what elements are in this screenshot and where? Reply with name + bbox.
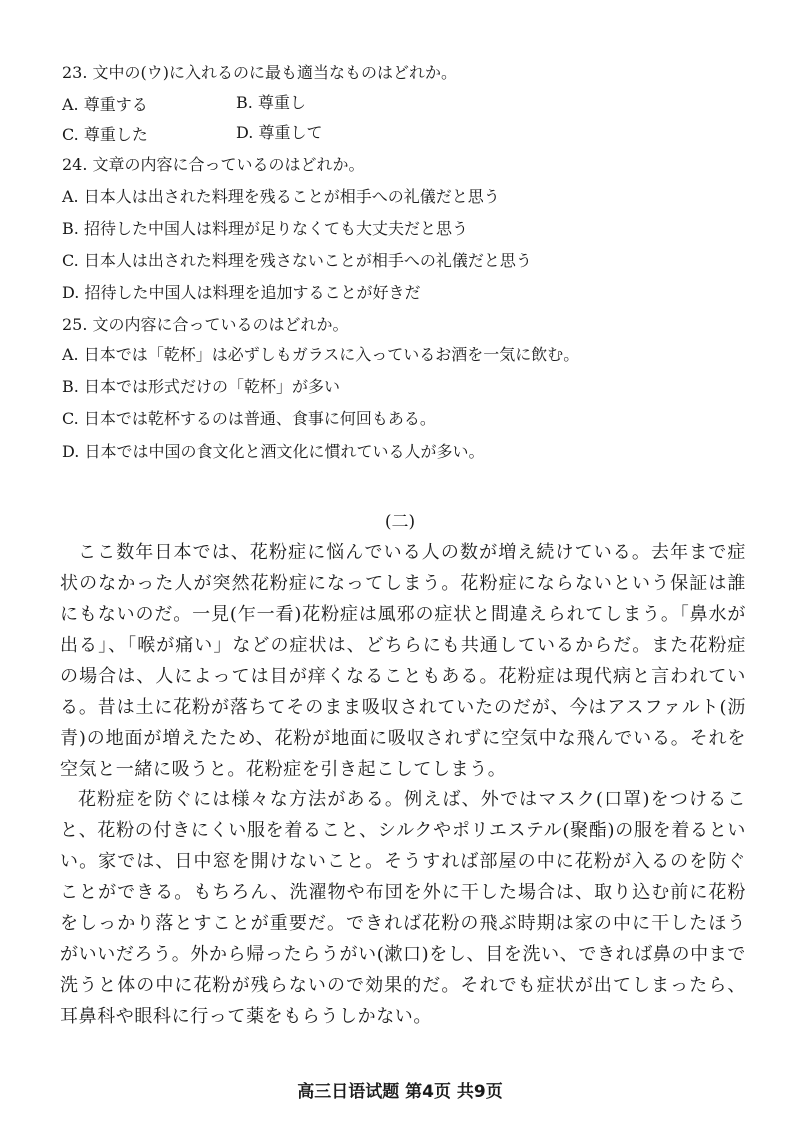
option-label: D. — [62, 442, 80, 461]
question-25-option-c — [62, 409, 436, 429]
option-label: A. — [62, 345, 79, 364]
option-text: 尊重して — [258, 123, 323, 142]
section-title: (二) — [384, 512, 416, 532]
question-23-stem: 23. 文中の(ウ)に入れるのに最も適当なものはどれか。 — [62, 63, 458, 82]
option-label: B. — [62, 219, 79, 238]
option-label: C. — [62, 251, 79, 270]
option-text: 日本では「乾杯」は必ずしもガラスに入っているお酒を一気に飲む。 — [83, 345, 580, 364]
option-text: 日本では乾杯するのは普通、食事に何回もある。 — [83, 409, 436, 428]
question-23-option-b — [236, 93, 306, 113]
question-25-option-b — [62, 377, 340, 397]
passage-paragraph-1: ここ数年日本では、花粉症に悩んでいる人の数が増え続けている。去年まで症状のなかった人が突然花粉症になってしまう。花粉症にならないという保証は誰にもないのだ。一見(乍一看)花粉症は風邪の症状と間違えられてしまう。「鼻水が出る」、「喉が痛い」などの症状は、どちらにも共通しているからだ。また花粉症の場合は、人によっては目が痒くなることもある。花粉症は現代病と言われている。昔は土に花粉が落ちてそのまま吸収されていたのだが、今はアスファルト(沥青)の地面が増えたため、花粉が地面に吸収されずに空気中な飛んでいる。それを空気と一緒に吸うと。花粉症を引き起こしてしまう。 — [60, 542, 746, 780]
option-text: 招待した中国人は料理を追加することが好きだ — [84, 283, 421, 302]
option-label: D. — [62, 283, 80, 302]
page-footer: 高三日语试题 第4页 共9页 — [297, 1082, 503, 1102]
option-text: 日本では形式だけの「乾杯」が多い — [83, 377, 340, 396]
option-label: A. — [62, 187, 79, 206]
option-label: D. — [236, 123, 254, 142]
question-25-option-d — [62, 442, 484, 462]
option-text: 尊重した — [83, 125, 148, 144]
option-text: 招待した中国人は料理が足りなくても大丈夫だと思う — [83, 219, 468, 238]
question-25-stem: 25. 文の内容に合っているのはどれか。 — [62, 315, 349, 334]
option-text: 日本では中国の食文化と酒文化に慣れている人が多い。 — [84, 442, 485, 461]
option-label: C. — [62, 409, 79, 428]
question-23-option-a — [62, 95, 148, 115]
question-23-option-c — [62, 125, 148, 145]
option-label: A. — [62, 95, 79, 114]
passage-paragraph-2: 花粉症を防ぐには様々な方法がある。例えば、外ではマスク(口罩)をつけること、花粉の付きにくい服を着ること、シルクやポリエステル(聚酯)の服を着るといい。家では、日中窓を開けないこと。そうすれば部屋の中に花粉が入るのを防ぐことができる。もちろん、洗濯物や布団を外に干した場合は、取り込む前に花粉をしっかり落とすことが重要だ。できれば花粉の飛ぶ時期は家の中に干したほうがいいだろう。外から帰ったらうがい(漱口)をし、目を洗い、できれば鼻の中まで洗うと体の中に花粉が残らないので効果的だ。それでも症状が出てしまったら、耳鼻科や眼科に行って薬をもらうしかない。 — [60, 789, 746, 1027]
option-label: B. — [62, 377, 79, 396]
question-24-stem: 24. 文章の内容に合っているのはどれか。 — [62, 155, 365, 174]
option-label: B. — [236, 93, 253, 112]
question-24-option-a — [62, 187, 500, 207]
option-text: 日本人は出された料理を残ることが相手への礼儀だと思う — [83, 187, 500, 206]
option-text: 尊重し — [257, 93, 306, 112]
question-25-option-a — [62, 345, 579, 365]
option-text: 日本人は出された料理を残さないことが相手への礼儀だと思う — [83, 251, 532, 270]
option-text: 尊重する — [83, 95, 148, 114]
question-24-option-b — [62, 219, 468, 239]
question-24-option-c — [62, 251, 532, 271]
question-23-option-d — [236, 123, 322, 143]
question-24-option-d — [62, 283, 420, 303]
option-label: C. — [62, 125, 79, 144]
